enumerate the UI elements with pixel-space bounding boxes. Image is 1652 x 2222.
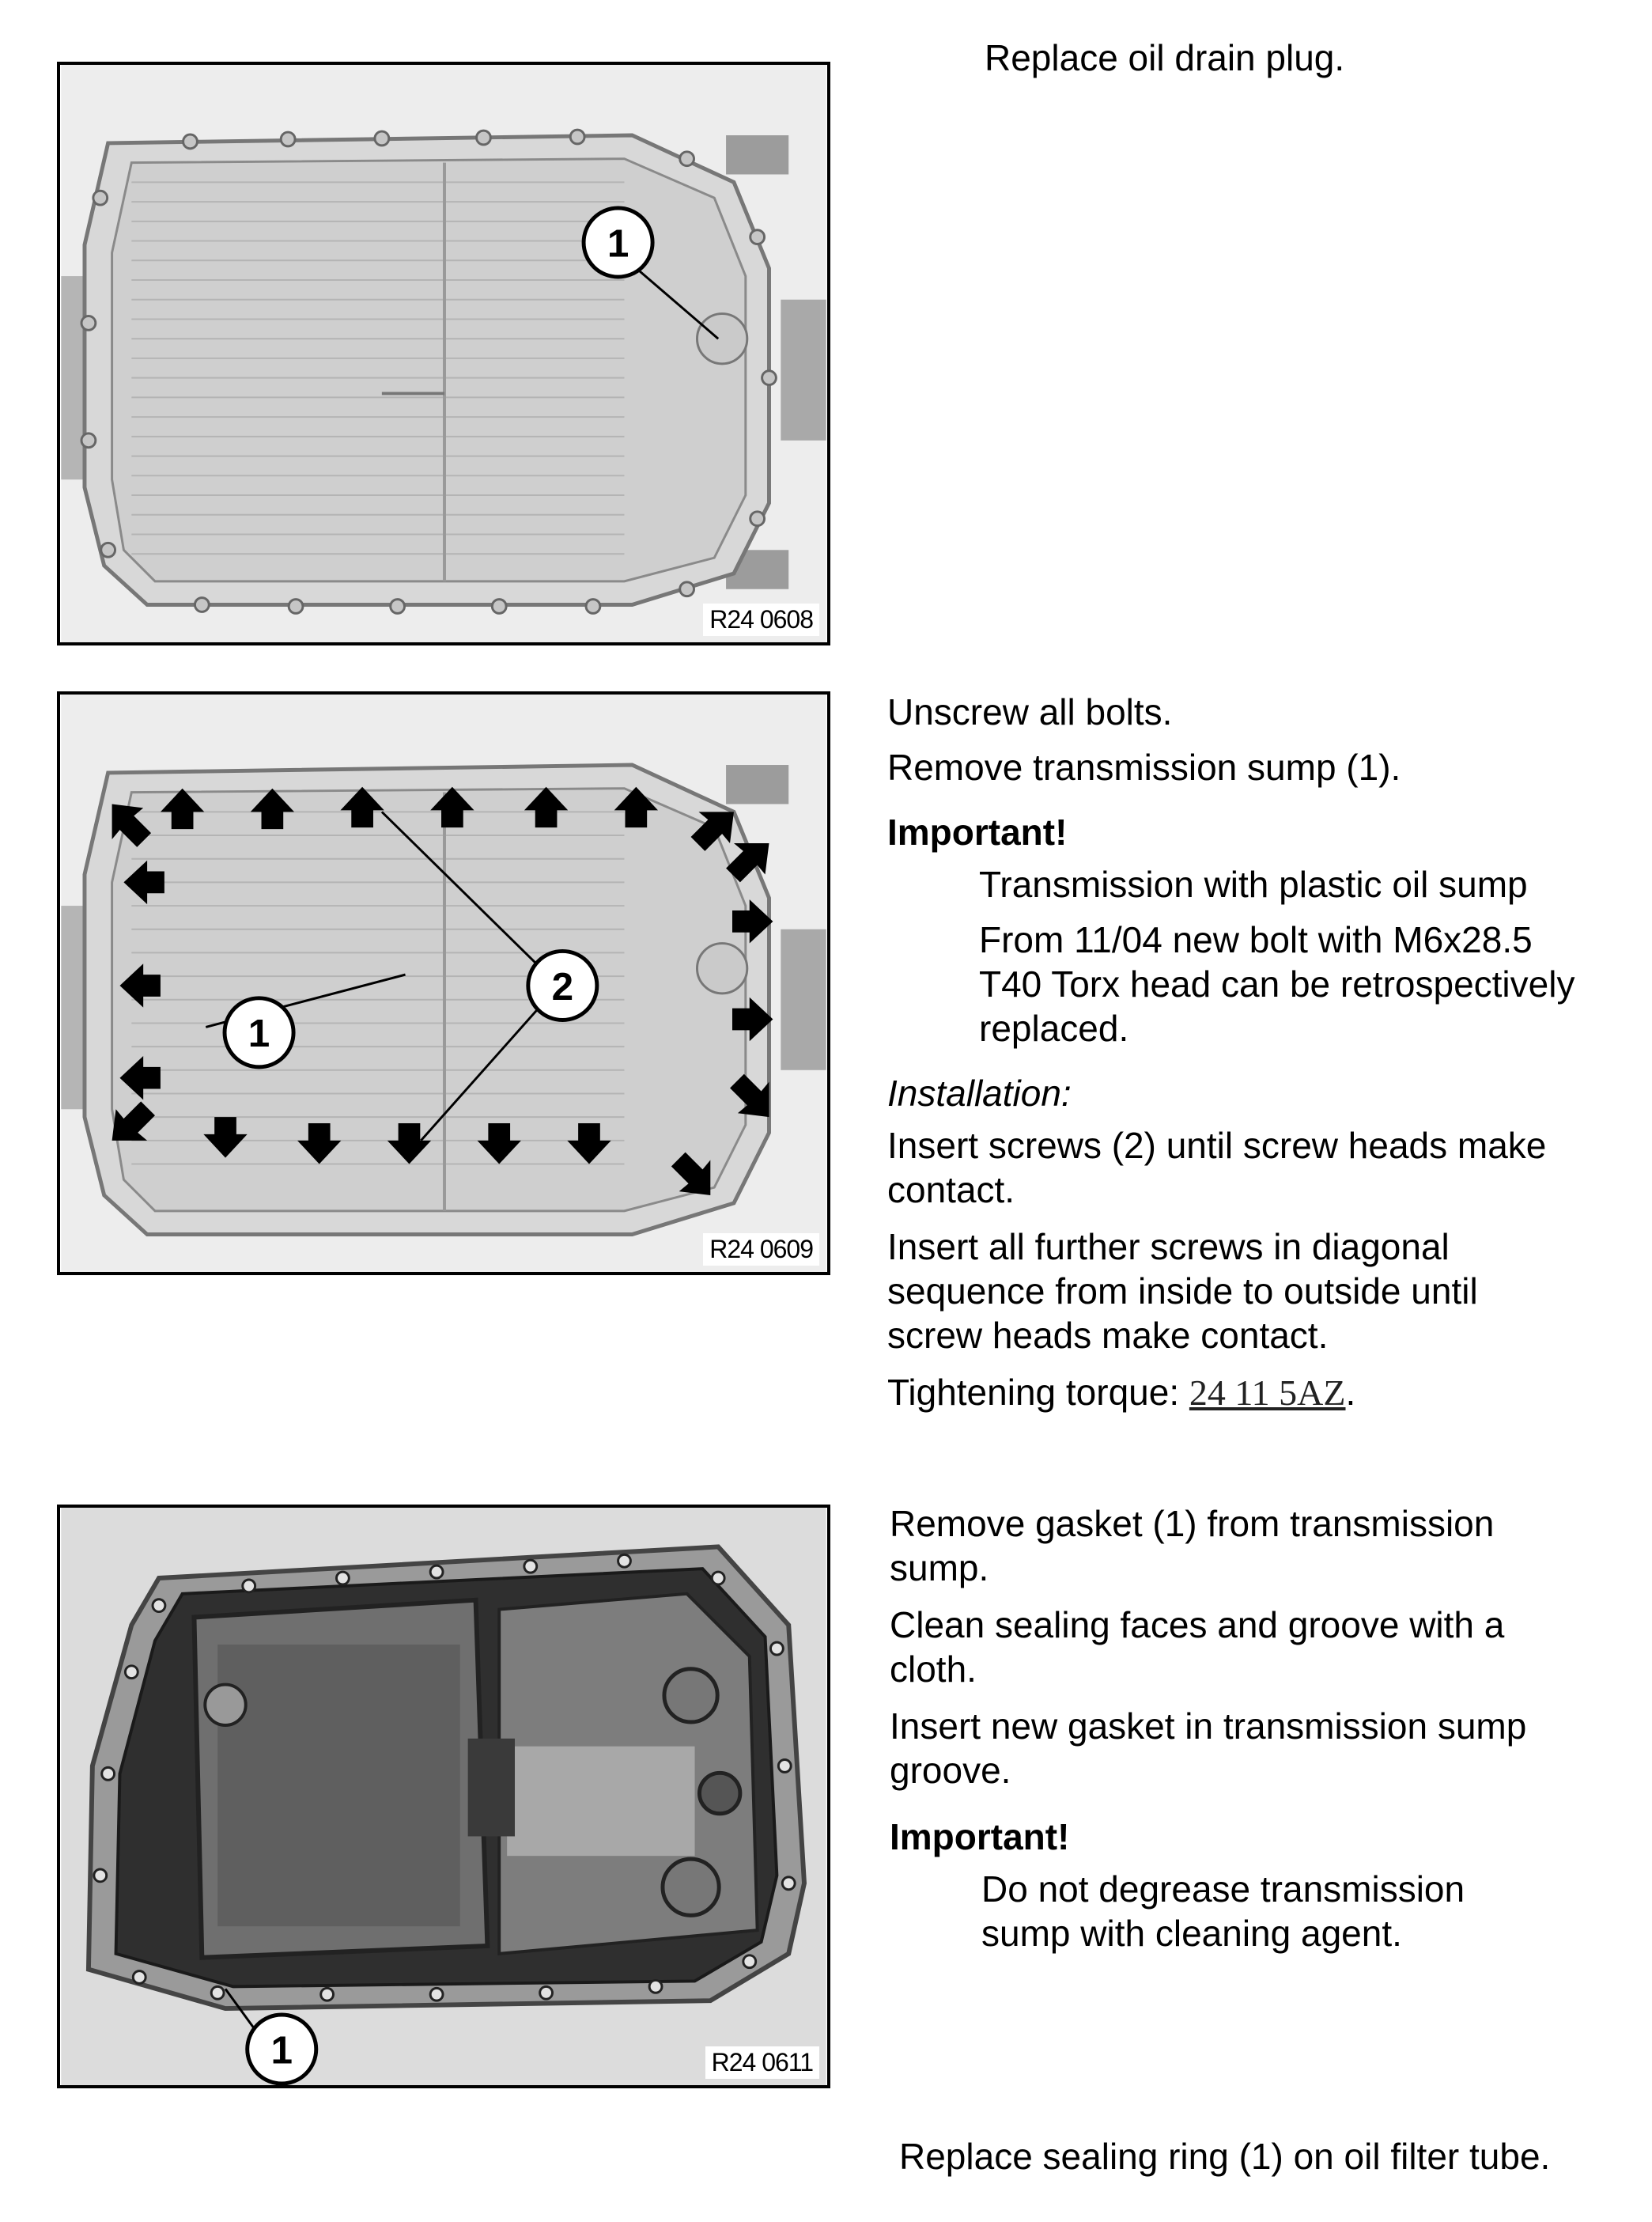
- important-line-plastic-sump: Transmission with plastic oil sump: [979, 864, 1528, 905]
- svg-text:1: 1: [607, 221, 629, 266]
- figure-oil-drain-plug: [57, 62, 830, 645]
- torque-label: Tightening torque:: [887, 1372, 1189, 1413]
- line-clean-faces: Clean sealing faces and groove with a cloth.: [890, 1604, 1505, 1690]
- important-line-degrease: Do not degrease transmission sump with cleaning agent.: [981, 1868, 1465, 1954]
- install-line-insert-screws: Insert screws (2) until screw heads make contact.: [887, 1125, 1547, 1210]
- instruction-replace-oil-drain-plug: Replace oil drain plug.: [985, 37, 1345, 78]
- installation-label: Installation:: [887, 1073, 1072, 1114]
- transmission-sump-illustration-2: [60, 695, 827, 1272]
- install-line-diagonal: Insert all further screws in diagonal sequence from inside to outside until screw heads make contact.: [887, 1226, 1478, 1356]
- figure-code-2: R24 0609: [703, 1233, 819, 1266]
- important-label-1: Important!: [887, 812, 1068, 853]
- figure-gasket: [57, 1505, 830, 2088]
- instruction-replace-sealing-ring: Replace sealing ring (1) on oil filter tube.: [899, 2136, 1551, 2177]
- line-remove-gasket: Remove gasket (1) from transmission sump.: [890, 1503, 1495, 1588]
- figure-code-3: R24 0611: [705, 2046, 819, 2079]
- line-remove-sump: Remove transmission sump (1).: [887, 747, 1401, 788]
- tightening-torque: [887, 1370, 1631, 1415]
- svg-text:2: 2: [551, 964, 574, 1009]
- torque-spec-link[interactable]: 24 11 5AZ: [1189, 1372, 1346, 1413]
- section-2-text: [887, 690, 1631, 1428]
- line-insert-gasket: Insert new gasket in transmission sump groove.: [890, 1705, 1527, 1791]
- svg-text:1: 1: [248, 1012, 270, 1056]
- svg-text:1: 1: [270, 2028, 293, 2072]
- torque-suffix: .: [1345, 1372, 1356, 1413]
- important-line-new-bolt: From 11/04 new bolt with M6x28.5 T40 Torx head can be retrospectively replaced.: [979, 919, 1575, 1049]
- line-unscrew-bolts: Unscrew all bolts.: [887, 691, 1173, 732]
- figure-bolt-positions: [57, 691, 830, 1275]
- transmission-sump-illustration-1: [60, 65, 827, 642]
- figure-code-1: R24 0608: [703, 604, 819, 636]
- sump-gasket-photo: [60, 1508, 827, 2085]
- important-label-2: Important!: [890, 1816, 1070, 1857]
- section-3-text: [890, 1501, 1617, 1968]
